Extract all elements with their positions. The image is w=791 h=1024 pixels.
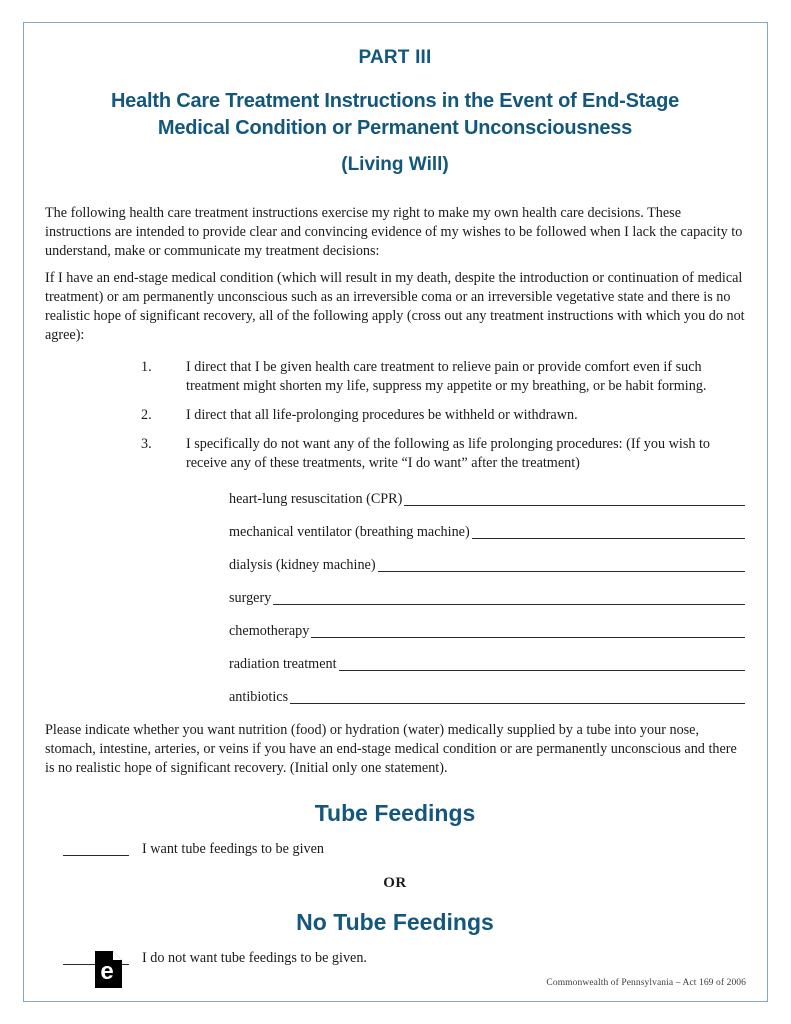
or-label: OR [383,875,407,891]
treatment-label: heart-lung resuscitation (CPR) [229,491,403,507]
list-item [45,358,745,396]
treatment-response-line[interactable] [378,571,745,572]
footer-note: Commonwealth of Pennsylvania – Act 169 of 2006 [546,978,746,988]
treatment-response-line[interactable] [404,505,745,506]
treatment-row [229,589,745,608]
treatment-row [229,523,745,542]
part-label: PART III [358,47,432,68]
nutrition-paragraph: Please indicate whether you want nutrition (food) or hydration (water) medically supplied by a tube into your nose, stomach, intestine, arteries, or veins if you have an end-stage medical condition or are permanently unconscious and there is no realistic hope of significant recovery. (Initial only one statement). [45,722,737,776]
list-item [45,435,745,473]
list-item-number: 3. [141,436,152,452]
treatment-row [229,688,745,707]
treatment-label: surgery [229,590,272,606]
treatment-label: radiation treatment [229,656,337,672]
treatment-response-line[interactable] [290,703,745,704]
treatment-response-line[interactable] [273,604,745,605]
treatment-response-line[interactable] [339,670,745,671]
no-tube-feedings-heading: No Tube Feedings [296,909,494,935]
conditions-paragraph: If I have an end-stage medical condition (which will result in my death, despite the introduction or continuation of medical treatment) or am permanently unconscious such as an irreversible coma or an irreversible vegetative state and there is no realistic hope of significant recovery, all of the following apply (cross out any treatment instructions with which you do not agree): [45,270,745,343]
page-title-line1: Health Care Treatment Instructions in the Event of End-Stage [110,90,680,112]
page-title-line2: Medical Condition or Permanent Unconsciousness [157,117,633,139]
tube-feedings-yes-row [63,840,745,859]
list-item-text: I direct that I be given health care treatment to relieve pain or provide comfort even if such treatment might shorten my life, suppress my appetite or my breathing, or be habit forming. [186,359,707,394]
treatments-list [45,490,745,707]
treatment-label: dialysis (kidney machine) [229,557,376,573]
list-item-text: I direct that all life-prolonging procedures be withheld or withdrawn. [186,407,578,423]
treatment-row [229,490,745,509]
treatment-response-line[interactable] [311,637,745,638]
tube-feedings-no-statement: I do not want tube feedings to be given. [142,950,367,966]
list-item [45,406,745,425]
page-border-frame [23,22,768,1002]
e-document-icon [95,951,122,988]
directives-list [45,358,745,473]
page-subtitle: (Living Will) [341,154,449,175]
tube-feedings-yes-statement: I want tube feedings to be given [142,841,325,857]
intro-paragraph: The following health care treatment instructions exercise my right to make my own health care decisions. These instructions are intended to provide clear and convincing evidence of my wishes to be followed when I lack the capacity to understand, make or communicate my treatment decisions: [45,205,743,259]
svg-text:e: e [100,958,114,985]
list-item-number: 2. [141,407,152,423]
tube-feedings-no-row [63,949,745,968]
treatment-label: mechanical ventilator (breathing machine) [229,524,470,540]
treatment-row [229,622,745,641]
list-item-number: 1. [141,359,152,375]
treatment-response-line[interactable] [472,538,745,539]
tube-feedings-heading: Tube Feedings [314,800,476,826]
initial-line-yes[interactable] [63,855,129,856]
page-title [45,88,745,142]
treatment-row [229,556,745,575]
treatment-row [229,655,745,674]
treatment-label: antibiotics [229,689,289,705]
treatment-label: chemotherapy [229,623,310,639]
list-item-text: I specifically do not want any of the following as life prolonging procedures: (If you wish to receive any of these treatments, write “I do want” after the treatment) [186,436,711,471]
